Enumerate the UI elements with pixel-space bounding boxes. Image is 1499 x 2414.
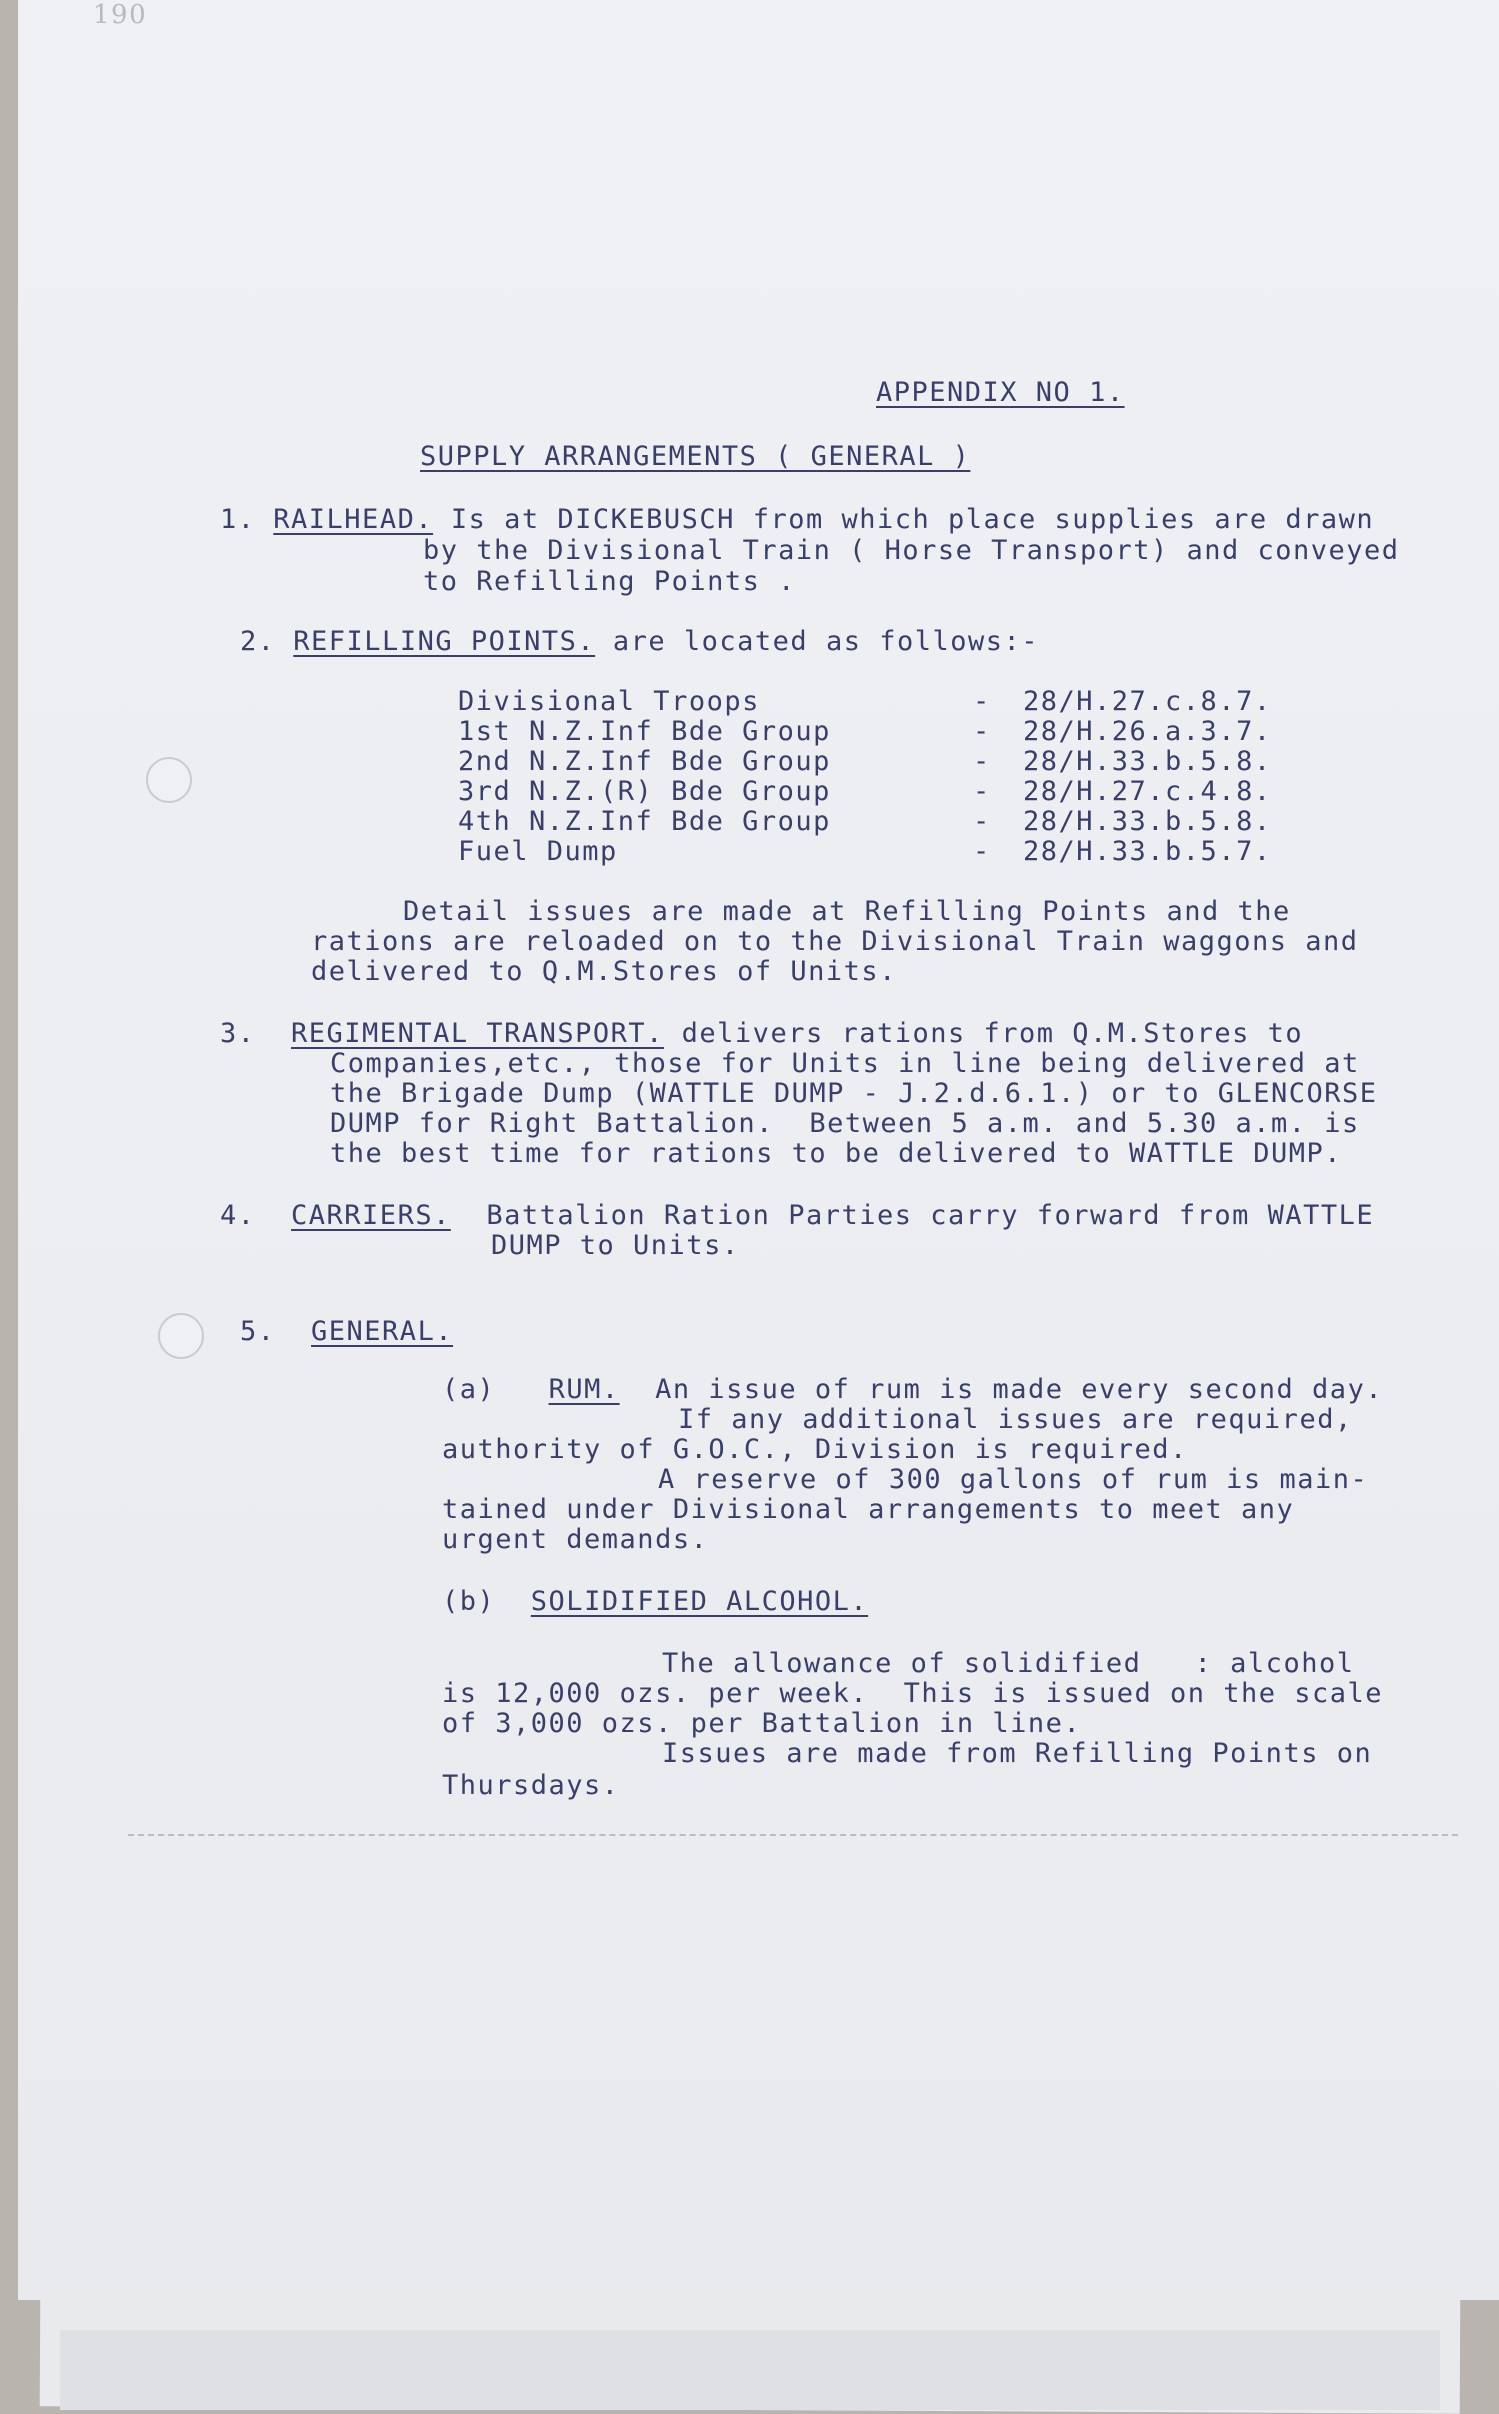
punch-hole-icon [158, 1313, 204, 1359]
section-1-line-2: by the Divisional Train ( Horse Transport) and conveyed [423, 535, 1400, 566]
section-5b-line-1 [442, 1586, 868, 1617]
section-4-line-1 [220, 1200, 1374, 1231]
table-row-ref: 28/H.27.c.4.8. [1023, 776, 1272, 807]
section-5b-label: (b) [442, 1586, 496, 1617]
section-1-heading: RAILHEAD. [273, 504, 434, 535]
section-2-line-1 [240, 626, 1039, 657]
section-1-line-1 [220, 504, 1374, 535]
section-5a-line-1 [442, 1374, 1383, 1405]
section-5a-line-4: A reserve of 300 gallons of rum is main- [658, 1464, 1369, 1495]
table-row-unit: 1st N.Z.Inf Bde Group [458, 716, 831, 747]
section-2-detail-1: Detail issues are made at Refilling Points and the [403, 896, 1291, 927]
section-1-line-3: to Refilling Points . [423, 566, 796, 597]
section-5b-line-3: is 12,000 ozs. per week. This is issued on the scale [442, 1678, 1384, 1709]
section-3-line-1 [220, 1018, 1303, 1049]
section-1-number: 1. [220, 504, 256, 535]
section-2-text: are located as follows:- [595, 626, 1040, 657]
pencil-page-number: 190 [93, 0, 148, 30]
table-row-unit: 2nd N.Z.Inf Bde Group [458, 746, 831, 777]
section-5b-line-2: The allowance of solidified : alcohol [662, 1648, 1355, 1679]
section-5b-line-5: Issues are made from Refilling Points on [662, 1738, 1373, 1769]
table-row-dash: - [973, 746, 991, 777]
section-5a-line-3: authority of G.O.C., Division is required. [442, 1434, 1188, 1465]
section-5-line-1 [240, 1316, 453, 1347]
section-3-line-4: DUMP for Right Battalion. Between 5 a.m. and 5.30 a.m. is [330, 1108, 1360, 1139]
section-2-heading: REFILLING POINTS. [293, 626, 596, 657]
section-5a-heading: RUM. [548, 1374, 620, 1405]
section-5-heading: GENERAL. [311, 1316, 454, 1347]
punch-hole-icon [146, 757, 192, 803]
section-3-line-2: Companies,etc., those for Units in line being delivered at [330, 1048, 1360, 1079]
section-5-number: 5. [240, 1316, 276, 1347]
section-3-text: delivers rations from Q.M.Stores to [663, 1018, 1304, 1049]
section-1-text: Is at DICKEBUSCH from which place supplies are drawn [433, 504, 1375, 535]
table-row-dash: - [973, 716, 991, 747]
section-5a-line-5: tained under Divisional arrangements to meet any [442, 1494, 1295, 1525]
section-2-number: 2. [240, 626, 276, 657]
section-4-line-2: DUMP to Units. [491, 1230, 740, 1261]
table-row-unit: 4th N.Z.Inf Bde Group [458, 806, 831, 837]
table-row-dash: - [973, 686, 991, 717]
table-row-ref: 28/H.33.b.5.8. [1023, 806, 1272, 837]
table-row-dash: - [973, 836, 991, 867]
section-5a-text: An issue of rum is made every second day. [619, 1374, 1384, 1405]
closing-divider-line [128, 1834, 1458, 1836]
section-3-number: 3. [220, 1018, 256, 1049]
section-3-heading: REGIMENTAL TRANSPORT. [291, 1018, 664, 1049]
document-page [18, 0, 1499, 2300]
underlying-sheet-edge [60, 2330, 1440, 2410]
table-row-unit: Fuel Dump [458, 836, 618, 867]
section-2-detail-2: rations are reloaded on to the Divisional Train waggons and [311, 926, 1359, 957]
appendix-heading: APPENDIX NO 1. [876, 377, 1125, 408]
section-3-line-3: the Brigade Dump (WATTLE DUMP - J.2.d.6.1.) or to GLENCORSE [330, 1078, 1378, 1109]
table-row-unit: 3rd N.Z.(R) Bde Group [458, 776, 831, 807]
section-5a-line-6: urgent demands. [442, 1524, 709, 1555]
section-2-detail-3: delivered to Q.M.Stores of Units. [311, 956, 897, 987]
table-row-dash: - [973, 806, 991, 837]
section-5a-line-2: If any additional issues are required, [678, 1404, 1353, 1435]
document-title: SUPPLY ARRANGEMENTS ( GENERAL ) [420, 441, 971, 472]
section-5b-line-4: of 3,000 ozs. per Battalion in line. [442, 1708, 1082, 1739]
section-5b-heading: SOLIDIFIED ALCOHOL. [530, 1586, 869, 1617]
table-row-ref: 28/H.33.b.5.7. [1023, 836, 1272, 867]
section-3-line-5: the best time for rations to be delivered to WATTLE DUMP. [330, 1138, 1343, 1169]
table-row-ref: 28/H.27.c.8.7. [1023, 686, 1272, 717]
section-5b-line-6: Thursdays. [442, 1770, 620, 1801]
table-row-ref: 28/H.33.b.5.8. [1023, 746, 1272, 777]
table-row-unit: Divisional Troops [458, 686, 760, 717]
section-4-heading: CARRIERS. [291, 1200, 451, 1231]
section-5a-label: (a) [442, 1374, 496, 1405]
table-row-dash: - [973, 776, 991, 807]
section-4-text: Battalion Ration Parties carry forward from WATTLE [450, 1200, 1375, 1231]
table-row-ref: 28/H.26.a.3.7. [1023, 716, 1272, 747]
section-4-number: 4. [220, 1200, 256, 1231]
